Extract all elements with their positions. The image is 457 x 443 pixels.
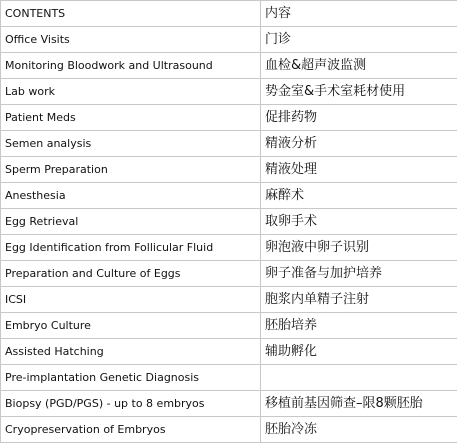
chinese-cell: 取卵手术 (261, 209, 457, 235)
english-cell: Egg Retrieval (1, 209, 261, 235)
chinese-cell: 门诊 (261, 27, 457, 53)
table-row (1, 313, 457, 339)
chinese-cell: 内容 (261, 1, 457, 27)
english-cell: Monitoring Bloodwork and Ultrasound (1, 53, 261, 79)
chinese-cell: 胚胎培养 (261, 313, 457, 339)
chinese-cell: 辅助孵化 (261, 339, 457, 365)
english-cell: Assisted Hatching (1, 339, 261, 365)
english-cell: CONTENTS (1, 1, 261, 27)
chinese-cell: 卵泡液中卵子识别 (261, 235, 457, 261)
english-cell: Biopsy (PGD/PGS) - up to 8 embryos (1, 391, 261, 417)
chinese-cell (261, 365, 457, 391)
table-row (1, 79, 457, 105)
english-cell: Semen analysis (1, 131, 261, 157)
table-row (1, 209, 457, 235)
english-cell: Pre-implantation Genetic Diagnosis (1, 365, 261, 391)
chinese-cell: 精液处理 (261, 157, 457, 183)
english-cell: Sperm Preparation (1, 157, 261, 183)
table-row (1, 339, 457, 365)
table-row (1, 157, 457, 183)
table-row (1, 27, 457, 53)
chinese-cell: 促排药物 (261, 105, 457, 131)
table-row (1, 53, 457, 79)
table-row (1, 287, 457, 313)
table-row (1, 183, 457, 209)
chinese-cell: 精液分析 (261, 131, 457, 157)
chinese-cell: 胞浆内单精子注射 (261, 287, 457, 313)
english-cell: Cryopreservation of Embryos (1, 417, 261, 443)
chinese-cell: 移植前基因筛查–限8颗胚胎 (261, 391, 457, 417)
table-row (1, 235, 457, 261)
table-row (1, 1, 457, 27)
table-row (1, 261, 457, 287)
chinese-cell: 血检&超声波监测 (261, 53, 457, 79)
table-row (1, 417, 457, 443)
chinese-cell: 胚胎冷冻 (261, 417, 457, 443)
english-cell: Office Visits (1, 27, 261, 53)
chinese-cell: 卵子准备与加护培养 (261, 261, 457, 287)
table-row (1, 391, 457, 417)
chinese-cell: 麻醉术 (261, 183, 457, 209)
table-row (1, 365, 457, 391)
english-cell: Embryo Culture (1, 313, 261, 339)
table-row (1, 131, 457, 157)
english-cell: Patient Meds (1, 105, 261, 131)
english-cell: ICSI (1, 287, 261, 313)
english-cell: Lab work (1, 79, 261, 105)
english-cell: Anesthesia (1, 183, 261, 209)
chinese-cell: 势金室&手术室耗材使用 (261, 79, 457, 105)
table-row (1, 105, 457, 131)
english-cell: Egg Identification from Follicular Fluid (1, 235, 261, 261)
english-cell: Preparation and Culture of Eggs (1, 261, 261, 287)
